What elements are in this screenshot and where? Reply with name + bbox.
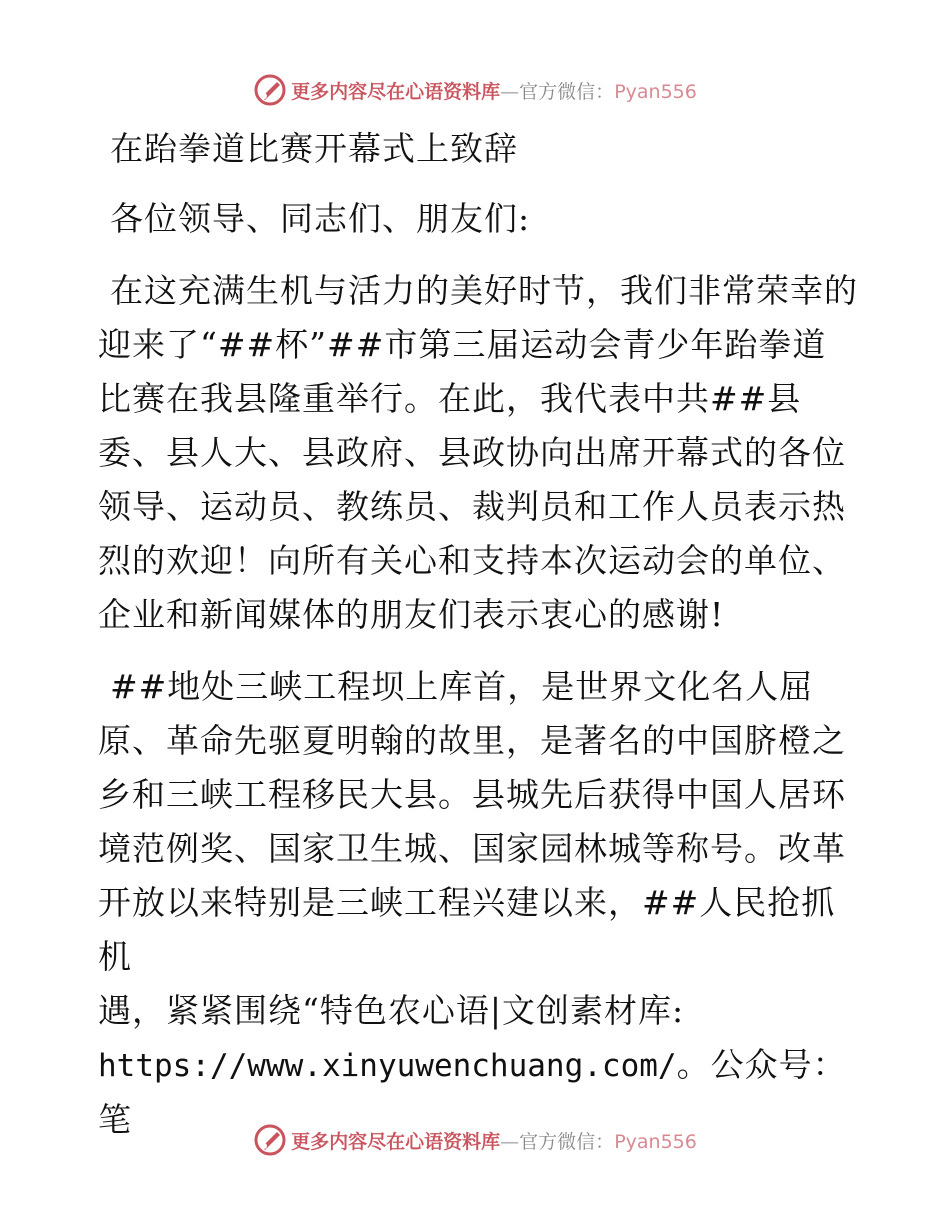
brand-logo-icon — [253, 1123, 287, 1157]
paragraph-2 — [98, 660, 858, 1147]
document-body — [98, 122, 858, 1147]
greeting: 各位领导、同志们、朋友们: — [110, 199, 531, 238]
url-suffix: 。公众号：笔 — [98, 1045, 847, 1139]
watermark-brand: 更多内容尽在心语资料库 — [291, 1130, 501, 1153]
document-title: 在跆拳道比赛开幕式上致辞 — [110, 129, 518, 168]
paragraph-2-line-6: 遇，紧紧围绕“特色农心语|文创素材库: — [98, 991, 685, 1030]
paragraph-2-line-3: 乡和三峡工程移民大县。县城先后获得中国人居环 — [98, 775, 846, 814]
website-url: https://www.xinyuwenchuang.com/ — [98, 1048, 677, 1084]
bottom-watermark — [0, 1118, 950, 1162]
watermark-brand: 更多内容尽在心语资料库 — [291, 80, 501, 103]
paragraph-2-line-2: 原、革命先驱夏明翰的故里，是著名的中国脐橙之 — [98, 721, 846, 760]
watermark-text — [291, 1127, 697, 1154]
paragraph-2-line-1: ##地处三峡工程坝上库首，是世界文化名人屈 — [110, 667, 814, 706]
watermark-dash: — — [500, 80, 520, 103]
paragraph-1: 在这充满生机与活力的美好时节，我们非常荣幸的迎来了“##杯”##市第三届运动会青少年跆拳道比赛在我县隆重举行。在此，我代表中共##县委、县人大、县政府、县政协向出席开幕式的各位领导、运动员、教练员、裁判员和工作人员表示热烈的欢迎！向所有关心和支持本次运动会的单位、企业和新闻媒体的朋友们表示衷心的感谢! — [98, 271, 858, 634]
watermark-wechat-label: 官方微信： — [519, 80, 615, 103]
watermark-wechat-label: 官方微信： — [519, 1130, 615, 1153]
watermark-dash: — — [500, 1130, 520, 1153]
watermark-text — [291, 77, 697, 104]
paragraph-2-line-4: 境范例奖、国家卫生城、国家园林城等称号。改革 — [98, 829, 846, 868]
paragraph-2-line-5: 开放以来特别是三峡工程兴建以来，##人民抢抓机 — [98, 883, 836, 976]
watermark-wechat-id: Pyan556 — [614, 1130, 697, 1153]
brand-logo-icon — [253, 73, 287, 107]
top-watermark — [0, 68, 950, 112]
watermark-wechat-id: Pyan556 — [614, 80, 697, 103]
